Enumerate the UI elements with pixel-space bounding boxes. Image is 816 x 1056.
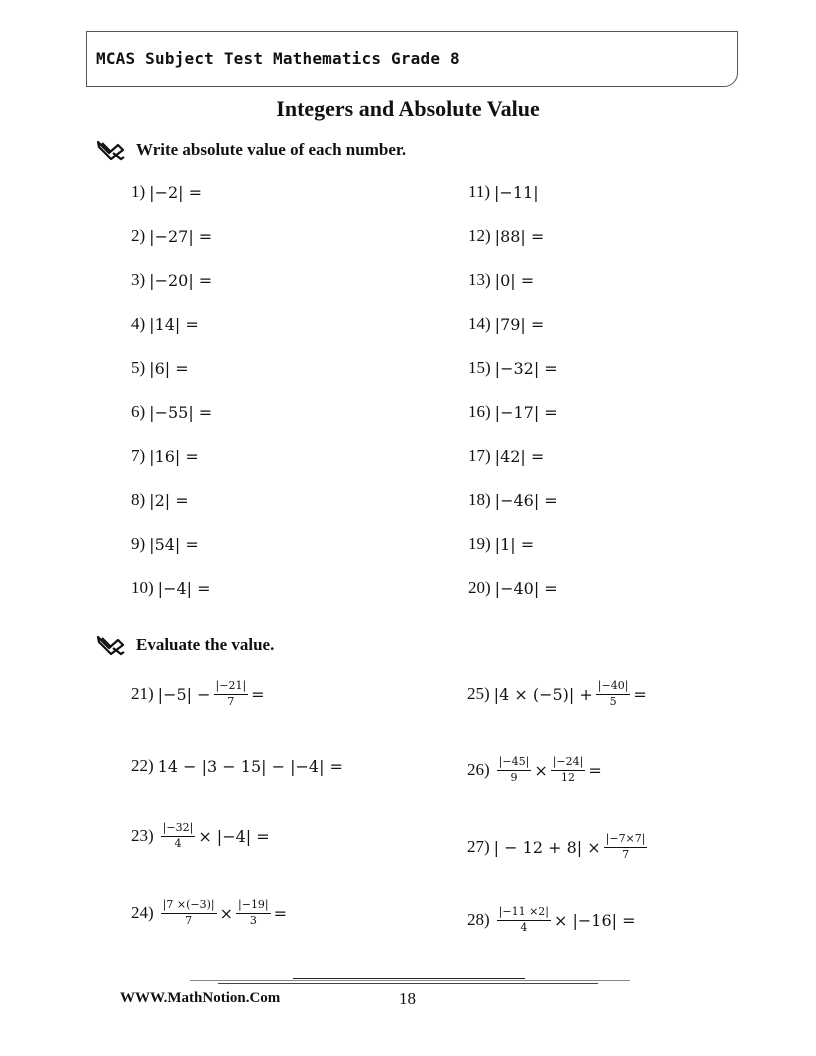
fraction-numerator: |−45| [497, 756, 532, 771]
problem-23 [131, 822, 270, 850]
fraction [214, 680, 249, 708]
fraction-numerator: |−7×7| [604, 833, 648, 848]
problem-expression: |−55| = [149, 402, 213, 422]
problem-expression: |−17| = [494, 402, 558, 422]
problem-expression: |2| = [149, 490, 189, 510]
problem-number: 3) [131, 270, 146, 289]
fraction [497, 756, 532, 784]
expr-part: |4 × (−5)| + [493, 684, 593, 704]
problem-expression: |−32| = [494, 358, 558, 378]
problem-24 [131, 899, 287, 927]
problem-number: 26) [467, 760, 490, 780]
fraction-numerator: |−40| [596, 680, 631, 695]
problem-11 [468, 182, 539, 202]
footer-rule [293, 978, 525, 979]
problem-expression [494, 833, 651, 861]
problem-expression: |−40| = [494, 578, 558, 598]
problem-number: 16) [468, 402, 491, 421]
fraction [236, 899, 271, 927]
problem-19 [468, 534, 534, 554]
problem-number: 25) [467, 684, 490, 704]
expr-part: × |−16| = [554, 910, 636, 930]
problem-14 [468, 314, 544, 334]
problem-expression: |16| = [149, 446, 199, 466]
fraction [551, 756, 586, 784]
header-title: MCAS Subject Test Mathematics Grade 8 [96, 49, 460, 68]
problem-2 [131, 226, 212, 246]
fraction-denominator: 4 [174, 836, 182, 850]
problem-number: 18) [468, 490, 491, 509]
expr-part: × |−4| = [198, 826, 270, 846]
fraction [161, 899, 217, 927]
problem-3 [131, 270, 212, 290]
problem-number: 8) [131, 490, 146, 509]
expr-part: × [219, 903, 234, 923]
problem-number: 17) [468, 446, 491, 465]
expr-part: × [534, 760, 548, 780]
problem-10 [131, 578, 211, 598]
fraction [161, 822, 196, 850]
problem-expression [494, 680, 647, 708]
problem-expression: |79| = [494, 314, 545, 334]
fraction-numerator: |−11 ×2| [497, 906, 551, 921]
problem-number: 6) [131, 402, 146, 421]
footer-rule [218, 983, 598, 984]
fraction [497, 906, 551, 934]
problem-number: 9) [131, 534, 146, 553]
expr-part: = [251, 684, 265, 704]
problem-number: 2) [131, 226, 146, 245]
expr-part: = [273, 903, 288, 923]
problem-22 [131, 756, 343, 776]
problem-number: 13) [468, 270, 491, 289]
problem-expression: |42| = [494, 446, 545, 466]
fraction-denominator: 3 [249, 913, 257, 927]
problem-number: 10) [131, 578, 154, 597]
instruction-1 [96, 139, 406, 161]
problem-13 [468, 270, 534, 290]
problem-6 [131, 402, 212, 422]
fraction-denominator: 7 [622, 847, 630, 861]
fraction-numerator: |−21| [214, 680, 249, 695]
expr-part: = [633, 684, 647, 704]
problem-expression [158, 680, 265, 708]
problem-number: 19) [468, 534, 491, 553]
problem-expression: |54| = [149, 534, 199, 554]
fraction-numerator: |7 ×(−3)| [161, 899, 217, 914]
problem-28 [467, 906, 636, 934]
problem-expression: 14 − |3 − 15| − |−4| = [157, 756, 343, 776]
pencil-icon [96, 139, 126, 161]
problem-expression [494, 756, 602, 784]
problem-expression: |−46| = [494, 490, 558, 510]
problem-17 [468, 446, 544, 466]
problem-number: 1) [131, 182, 146, 201]
expr-part: | − 12 + 8| × [493, 837, 601, 857]
problem-1 [131, 182, 202, 202]
problem-number: 27) [467, 837, 490, 857]
problem-5 [131, 358, 189, 378]
problem-number: 24) [131, 903, 154, 923]
problem-expression: |−11| [494, 182, 539, 202]
problem-12 [468, 226, 544, 246]
fraction-denominator: 5 [609, 694, 617, 708]
problem-8 [131, 490, 189, 510]
problem-expression [494, 906, 636, 934]
fraction-denominator: 4 [520, 920, 528, 934]
fraction-numerator: |−32| [161, 822, 196, 837]
problem-expression: |6| = [149, 358, 189, 378]
fraction-denominator: 12 [561, 770, 576, 784]
problem-number: 28) [467, 910, 490, 930]
fraction [596, 680, 631, 708]
problem-number: 14) [468, 314, 491, 333]
problem-number: 21) [131, 684, 154, 704]
problem-number: 23) [131, 826, 154, 846]
instruction-1-text: Write absolute value of each number. [136, 140, 407, 159]
problem-expression: |14| = [149, 314, 199, 334]
problem-20 [468, 578, 558, 598]
instruction-2-text: Evaluate the value. [136, 635, 275, 654]
expr-part: |−5| − [157, 684, 211, 704]
problem-number: 7) [131, 446, 146, 465]
problem-number: 11) [468, 182, 491, 201]
problem-expression: |−27| = [149, 226, 213, 246]
problem-number: 4) [131, 314, 146, 333]
problem-9 [131, 534, 199, 554]
problem-18 [468, 490, 558, 510]
problem-expression: |1| = [494, 534, 535, 554]
problem-21 [131, 680, 265, 708]
problem-15 [468, 358, 558, 378]
fraction-numerator: |−19| [236, 899, 271, 914]
problem-expression [158, 822, 270, 850]
expr-part: = [588, 760, 602, 780]
instruction-2 [96, 634, 274, 656]
problem-26 [467, 756, 602, 784]
page-number: 18 [399, 989, 416, 1008]
problem-27 [467, 833, 650, 861]
problem-expression [158, 899, 287, 927]
problem-expression: |−2| = [149, 182, 203, 202]
problem-expression: |−4| = [157, 578, 211, 598]
fraction-denominator: 7 [185, 913, 193, 927]
fraction-numerator: |−24| [551, 756, 586, 771]
fraction [604, 833, 648, 861]
problem-7 [131, 446, 199, 466]
footer-site: WWW.MathNotion.Com [120, 990, 281, 1006]
problem-number: 20) [468, 578, 491, 597]
problem-expression: |88| = [494, 226, 545, 246]
problem-expression: |−20| = [149, 270, 213, 290]
problem-number: 22) [131, 756, 154, 775]
problem-16 [468, 402, 558, 422]
footer-rule [190, 980, 630, 981]
fraction-denominator: 7 [227, 694, 235, 708]
problem-4 [131, 314, 199, 334]
problem-number: 5) [131, 358, 146, 377]
pencil-icon [96, 634, 126, 656]
problem-expression: |0| = [494, 270, 535, 290]
fraction-denominator: 9 [510, 770, 518, 784]
problem-number: 12) [468, 226, 491, 245]
page-title: Integers and Absolute Value [276, 96, 540, 121]
problem-number: 15) [468, 358, 491, 377]
problem-25 [467, 680, 647, 708]
